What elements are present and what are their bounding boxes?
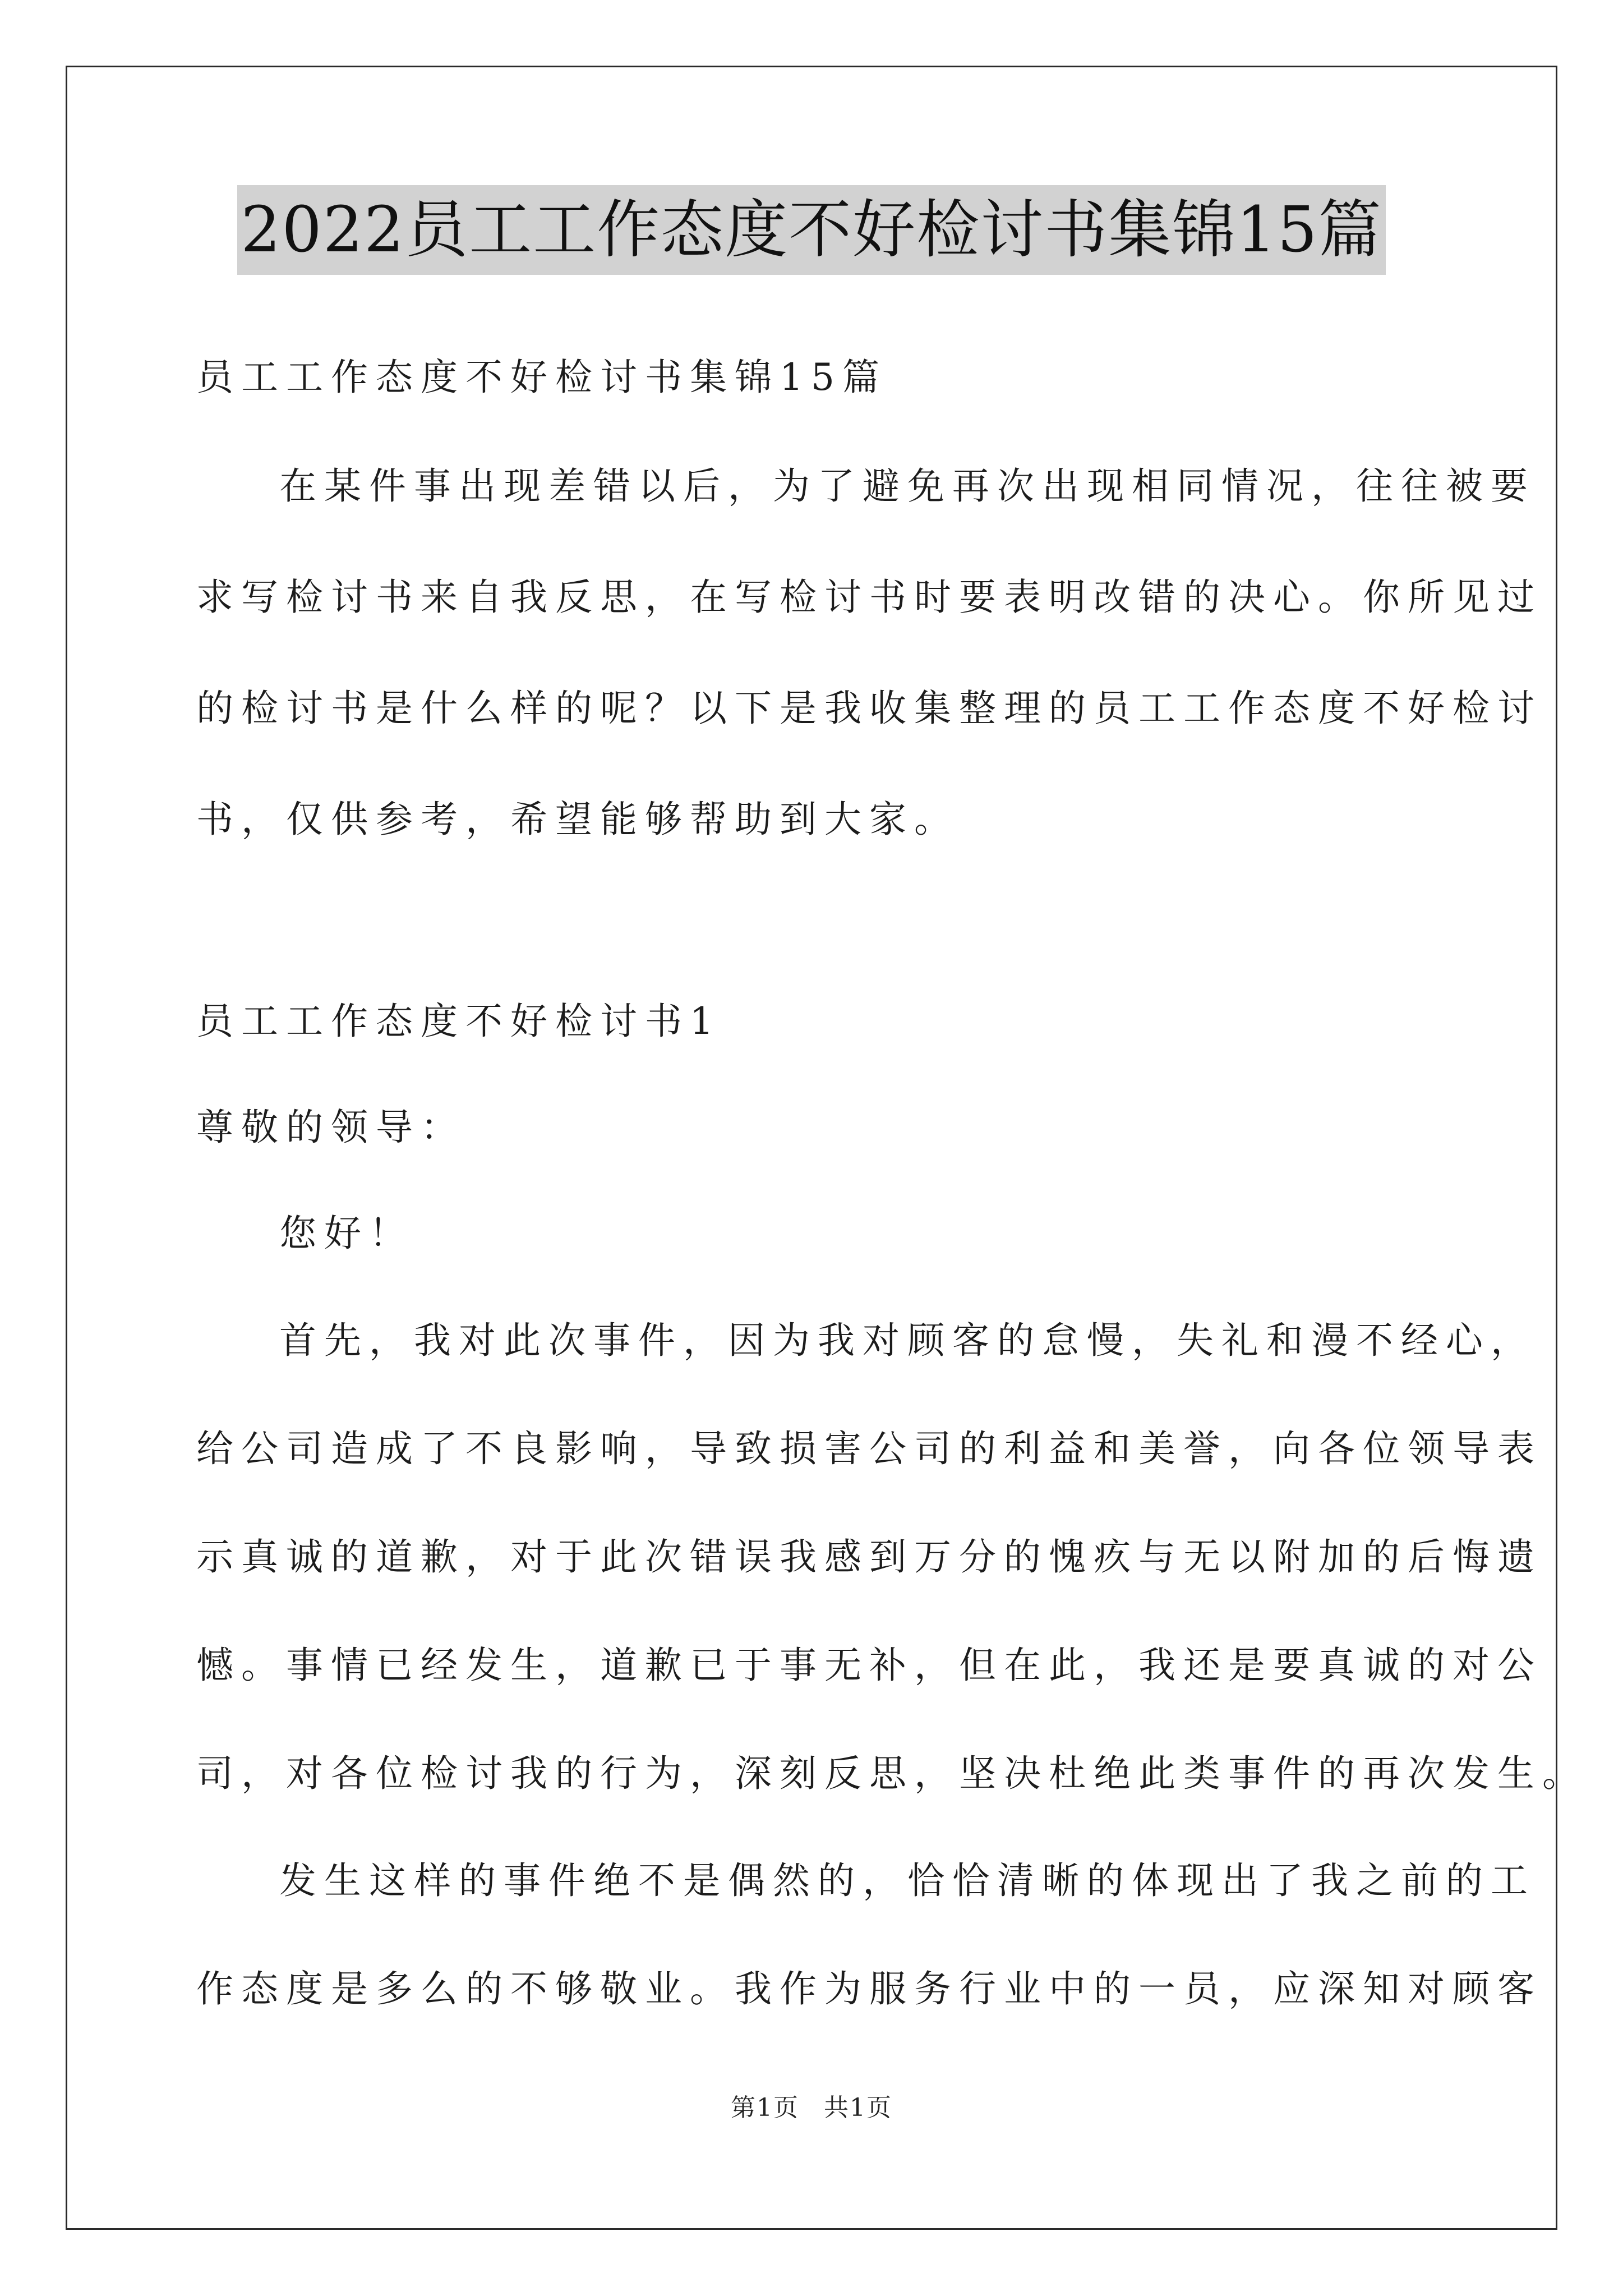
paragraph1-line-5: 司，对各位检讨我的行为，深刻反思，坚决杜绝此类事件的再次发生。: [196, 1752, 1587, 1795]
salutation: 尊敬的领导：: [196, 1106, 465, 1149]
document-subtitle: 员工工作态度不好检讨书集锦15篇: [196, 356, 887, 399]
document-title: 2022员工工作态度不好检讨书集锦15篇: [237, 185, 1386, 275]
greeting: 您好！: [279, 1212, 414, 1255]
paragraph1-line-2: 给公司造成了不良影响，导致损害公司的利益和美誉，向各位领导表: [196, 1427, 1542, 1470]
intro-line-3: 的检讨书是什么样的呢？以下是我收集整理的员工工作态度不好检讨: [196, 687, 1542, 730]
intro-line-2: 求写检讨书来自我反思，在写检讨书时要表明改错的决心。你所见过: [196, 576, 1542, 619]
page-number-current: 第1页: [731, 2093, 799, 2122]
intro-line-4: 书，仅供参考，希望能够帮助到大家。: [196, 798, 959, 841]
intro-line-1: 在某件事出现差错以后，为了避免再次出现相同情况，往往被要: [279, 464, 1536, 508]
page-footer: [0, 2091, 1623, 2125]
title-container: [0, 185, 1623, 275]
paragraph1-line-1: 首先，我对此次事件，因为我对顾客的怠慢，失礼和漫不经心，: [279, 1319, 1536, 1362]
paragraph1-line-4: 憾。事情已经发生，道歉已于事无补，但在此，我还是要真诚的对公: [196, 1644, 1542, 1687]
section-heading: 员工工作态度不好检讨书1: [196, 1000, 721, 1043]
paragraph2-line-1: 发生这样的事件绝不是偶然的，恰恰清晰的体现出了我之前的工: [279, 1859, 1536, 1902]
paragraph2-line-2: 作态度是多么的不够敬业。我作为服务行业中的一员，应深知对顾客: [196, 1967, 1542, 2010]
page-number-total: 共1页: [824, 2093, 892, 2122]
paragraph1-line-3: 示真诚的道歉，对于此次错误我感到万分的愧疚与无以附加的后悔遗: [196, 1535, 1542, 1579]
